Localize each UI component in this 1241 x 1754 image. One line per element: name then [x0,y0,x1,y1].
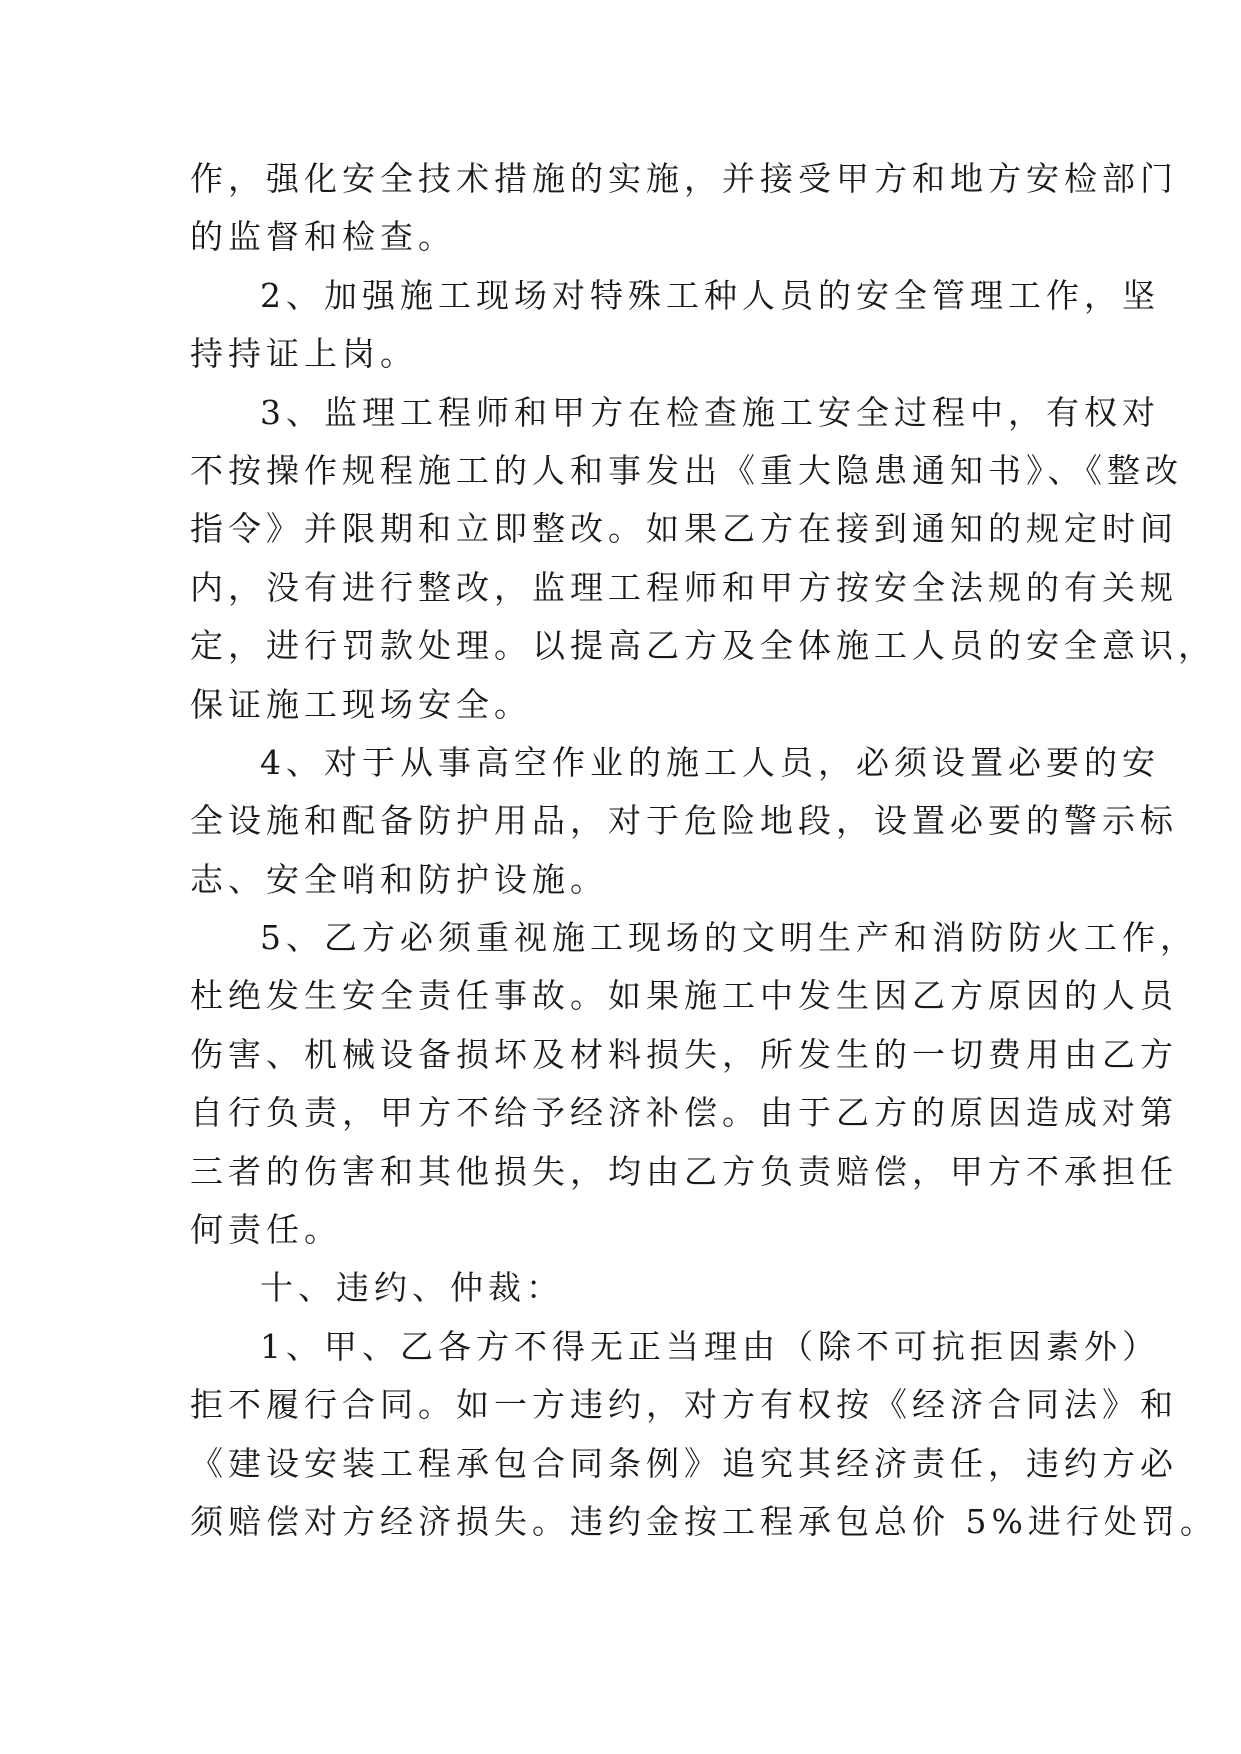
text-line: 不按操作规程施工的人和事发出《重大隐患通知书》、《整改 [190,450,1183,490]
text-line: 保证施工现场安全。 [190,684,532,724]
text-line: 指令》并限期和立即整改。如果乙方在接到通知的规定时间 [190,509,1178,549]
text-line: 持持证上岗。 [190,334,418,374]
text-line: 须赔偿对方经济损失。违约金按工程承包总价 5%进行处罚。 [190,1501,1218,1541]
text-line: 拒不履行合同。如一方违约，对方有权按《经济合同法》和 [190,1385,1178,1425]
text-line: 定，进行罚款处理。以提高乙方及全体施工人员的安全意识， [190,626,1216,666]
text-line: 三者的伤害和其他损失，均由乙方负责赔偿，甲方不承担任 [190,1151,1178,1191]
text-line: 杜绝发生安全责任事故。如果施工中发生因乙方原因的人员 [190,976,1178,1016]
text-line: 2、加强施工现场对特殊工种人员的安全管理工作，坚 [260,275,1160,315]
text-line: 全设施和配备防护用品，对于危险地段，设置必要的警示标 [190,801,1178,841]
text-line: 《建设安装工程承包合同条例》追究其经济责任，违约方必 [190,1443,1178,1483]
document-body [190,150,1218,1551]
text-line: 何责任。 [190,1210,342,1250]
text-line: 的监督和检查。 [190,217,456,257]
text-line: 自行负责，甲方不给予经济补偿。由于乙方的原因造成对第 [190,1093,1178,1133]
text-line: 志、安全哨和防护设施。 [190,859,608,899]
text-line: 十、违约、仲裁： [260,1268,564,1308]
text-line: 1、甲、乙各方不得无正当理由（除不可抗拒因素外） [260,1326,1160,1366]
text-line: 内，没有进行整改，监理工程师和甲方按安全法规的有关规 [190,567,1178,607]
text-line: 伤害、机械设备损坏及材料损失，所发生的一切费用由乙方 [190,1034,1178,1074]
text-line: 5、乙方必须重视施工现场的文明生产和消防防火工作， [260,918,1198,958]
text-line: 作，强化安全技术措施的实施，并接受甲方和地方安检部门 [190,159,1178,198]
text-line: 4、对于从事高空作业的施工人员，必须设置必要的安 [260,742,1160,782]
text-line: 3、监理工程师和甲方在检查施工安全过程中，有权对 [260,392,1160,432]
